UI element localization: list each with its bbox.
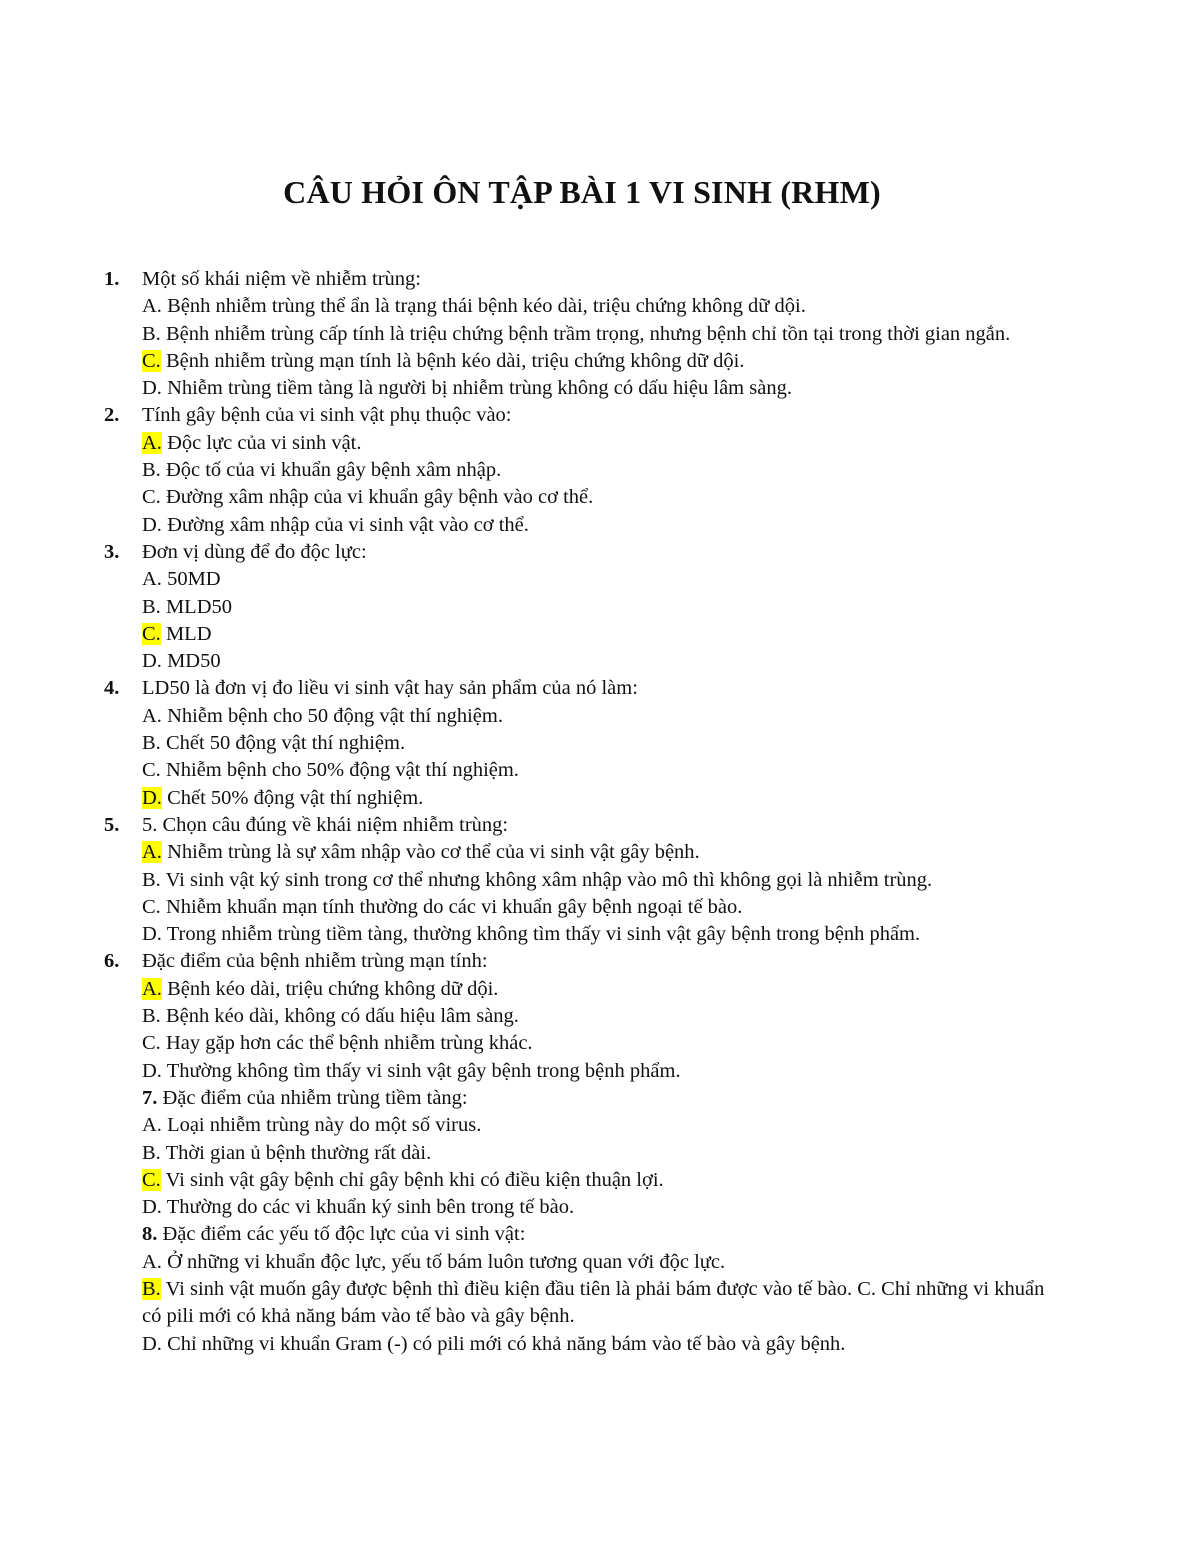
option-letter: A.	[142, 704, 162, 727]
option-text: Thường do các vi khuẩn ký sinh bên trong tế bào.	[161, 1196, 575, 1219]
question-5	[104, 812, 1054, 948]
answer-option-d	[142, 648, 1054, 675]
option-text: Bệnh kéo dài, triệu chứng không dữ dội.	[161, 977, 499, 1000]
answer-option-c	[142, 621, 1054, 648]
option-letter: A.	[142, 1250, 162, 1273]
option-text: Vi sinh vật muốn gây được bệnh thì điều kiện đầu tiên là phải bám được vào tế bào. C. Chỉ những vi khuẩn có pili mới có khả năng bám vào tế bào và gây bệnh.	[142, 1277, 1045, 1328]
option-letter: C.	[142, 1032, 161, 1055]
option-text: Nhiễm bệnh cho 50% động vật thí nghiệm.	[160, 759, 519, 782]
question-number: 1.	[104, 268, 120, 290]
answer-option-d	[142, 512, 1054, 539]
option-text: Vi sinh vật ký sinh trong cơ thể nhưng không xâm nhập vào mô thì không gọi là nhiễm trùng.	[160, 868, 933, 891]
question-number: 5.	[104, 813, 120, 836]
option-letter: A.	[142, 1114, 162, 1137]
question-8	[104, 1221, 1054, 1357]
question-7	[104, 1085, 1054, 1221]
answer-options	[104, 976, 1054, 1085]
answer-option-a	[142, 566, 1054, 593]
option-letter: A.	[142, 568, 162, 591]
answer-option-b	[142, 867, 1054, 894]
option-letter: B.	[142, 322, 161, 345]
answer-option-b	[142, 457, 1054, 484]
answer-option-a	[142, 703, 1054, 730]
option-letter: D.	[142, 1059, 162, 1082]
option-letter: B.	[142, 459, 161, 482]
option-text: Thường không tìm thấy vi sinh vật gây bệnh trong bệnh phẩm.	[161, 1059, 681, 1082]
answer-option-b	[142, 730, 1054, 757]
question-heading	[142, 1221, 1054, 1248]
option-letter: B.	[142, 732, 161, 755]
option-text: Bệnh nhiễm trùng mạn tính là bệnh kéo dài, triệu chứng không dữ dội.	[160, 349, 745, 372]
option-letter: B.	[142, 868, 161, 891]
answer-option-d	[142, 785, 1054, 812]
option-letter: D.	[142, 650, 162, 673]
option-text: Thời gian ủ bệnh thường rất dài.	[160, 1141, 432, 1164]
correct-answer-highlight: C.	[142, 622, 161, 645]
question-heading	[104, 812, 1054, 839]
option-text: Trong nhiễm trùng tiềm tàng, thường không tìm thấy vi sinh vật gây bệnh trong bệnh phẩm.	[161, 923, 921, 946]
option-text: MLD	[160, 622, 212, 645]
question-4	[104, 675, 1054, 811]
option-letter: D.	[142, 1196, 162, 1219]
answer-option-a	[142, 1112, 1054, 1139]
option-text: MLD50	[160, 595, 232, 618]
option-letter: C.	[142, 486, 161, 509]
question-text: Đặc điểm các yếu tố độc lực của vi sinh vật:	[157, 1223, 526, 1246]
answer-option-b	[142, 594, 1054, 621]
option-text: Nhiễm khuẩn mạn tính thường do các vi khuẩn gây bệnh ngoại tế bào.	[160, 895, 743, 918]
option-text: Bệnh kéo dài, không có dấu hiệu lâm sàng.	[160, 1005, 519, 1028]
question-number: 6.	[104, 950, 120, 973]
correct-answer-highlight: A.	[142, 841, 162, 864]
question-list	[104, 266, 1054, 1358]
answer-option-d	[142, 1331, 1054, 1358]
option-letter: C.	[142, 895, 161, 918]
answer-option-b	[142, 1140, 1054, 1167]
answer-option-c	[142, 757, 1054, 784]
question-1	[104, 266, 1054, 402]
option-text: Nhiễm trùng tiềm tàng là người bị nhiễm trùng không có dấu hiệu lâm sàng.	[161, 377, 792, 400]
option-text: MD50	[161, 650, 221, 673]
correct-answer-highlight: B.	[142, 1277, 161, 1300]
option-text: Bệnh nhiễm trùng thể ẩn là trạng thái bệnh kéo dài, triệu chứng không dữ dội.	[161, 295, 806, 318]
correct-answer-highlight: A.	[142, 431, 162, 454]
option-letter: B.	[142, 1141, 161, 1164]
question-number: 7.	[142, 1086, 158, 1109]
option-text: Đường xâm nhập của vi sinh vật vào cơ thể.	[161, 513, 529, 536]
answer-options	[104, 430, 1054, 539]
answer-option-a	[142, 430, 1054, 457]
option-letter: A.	[142, 295, 162, 318]
option-letter: D.	[142, 377, 162, 400]
answer-option-d	[142, 1058, 1054, 1085]
question-text: Đơn vị dùng để đo độc lực:	[142, 540, 367, 563]
option-text: Đường xâm nhập của vi khuẩn gây bệnh vào cơ thể.	[160, 486, 594, 509]
option-letter: D.	[142, 1332, 162, 1355]
answer-option-c	[142, 1167, 1054, 1194]
option-text: 50MD	[161, 568, 221, 591]
answer-option-a	[142, 839, 1054, 866]
question-heading	[104, 539, 1054, 566]
answer-option-b	[142, 1276, 1054, 1331]
answer-options	[104, 703, 1054, 812]
option-text: Nhiễm bệnh cho 50 động vật thí nghiệm.	[161, 704, 503, 727]
option-text: Chết 50 động vật thí nghiệm.	[160, 732, 406, 755]
option-text: Bệnh nhiễm trùng cấp tính là triệu chứng bệnh trầm trọng, nhưng bệnh chỉ tồn tại trong thời gian ngắn.	[160, 322, 1011, 345]
question-text: Tính gây bệnh của vi sinh vật phụ thuộc vào:	[142, 404, 512, 427]
question-heading	[104, 402, 1054, 429]
question-text: Một số khái niệm về nhiễm trùng:	[142, 268, 421, 290]
answer-options	[104, 839, 1054, 948]
option-text: Loại nhiễm trùng này do một số virus.	[161, 1114, 482, 1137]
question-number: 4.	[104, 677, 120, 700]
answer-option-b	[142, 1003, 1054, 1030]
answer-option-d	[142, 921, 1054, 948]
option-letter: B.	[142, 1005, 161, 1028]
answer-option-d	[142, 1194, 1054, 1221]
answer-option-d	[142, 375, 1054, 402]
option-letter: D.	[142, 923, 162, 946]
answer-option-a	[142, 293, 1054, 320]
question-heading	[142, 1085, 1054, 1112]
question-text: LD50 là đơn vị đo liều vi sinh vật hay sản phẩm của nó làm:	[142, 677, 638, 700]
option-text: Chết 50% động vật thí nghiệm.	[161, 786, 424, 809]
answer-option-c	[142, 348, 1054, 375]
answer-option-c	[142, 1030, 1054, 1057]
correct-answer-highlight: A.	[142, 977, 162, 1000]
question-3	[104, 539, 1054, 675]
answer-options	[104, 566, 1054, 675]
question-text: Đặc điểm của bệnh nhiễm trùng mạn tính:	[142, 950, 488, 973]
correct-answer-highlight: C.	[142, 1168, 161, 1191]
question-number: 3.	[104, 540, 120, 563]
question-number: 8.	[142, 1223, 158, 1246]
question-text: 5. Chọn câu đúng về khái niệm nhiễm trùng:	[142, 813, 509, 836]
option-text: Nhiễm trùng là sự xâm nhập vào cơ thể của vi sinh vật gây bệnh.	[161, 841, 700, 864]
option-text: Chỉ những vi khuẩn Gram (-) có pili mới có khả năng bám vào tế bào và gây bệnh.	[161, 1332, 846, 1355]
option-text: Vi sinh vật gây bệnh chỉ gây bệnh khi có điều kiện thuận lợi.	[160, 1168, 664, 1191]
option-letter: D.	[142, 513, 162, 536]
option-letter: B.	[142, 595, 161, 618]
option-text: Độc lực của vi sinh vật.	[161, 431, 362, 454]
page-title: CÂU HỎI ÔN TẬP BÀI 1 VI SINH (RHM)	[283, 174, 881, 210]
question-6	[104, 948, 1054, 1084]
option-text: Độc tố của vi khuẩn gây bệnh xâm nhập.	[160, 459, 502, 482]
question-number: 2.	[104, 404, 120, 427]
option-text: Ở những vi khuẩn độc lực, yếu tố bám luôn tương quan với độc lực.	[161, 1250, 726, 1273]
correct-answer-highlight: D.	[142, 786, 162, 809]
answer-options	[104, 293, 1054, 402]
answer-option-b	[142, 321, 1054, 348]
option-text: Hay gặp hơn các thể bệnh nhiễm trùng khác.	[160, 1032, 533, 1055]
question-heading	[104, 675, 1054, 702]
question-heading	[104, 266, 1054, 293]
question-heading	[104, 948, 1054, 975]
answer-option-a	[142, 1249, 1054, 1276]
question-2	[104, 402, 1054, 538]
correct-answer-highlight: C.	[142, 349, 161, 372]
option-letter: C.	[142, 759, 161, 782]
answer-option-c	[142, 484, 1054, 511]
question-text: Đặc điểm của nhiễm trùng tiềm tàng:	[157, 1086, 468, 1109]
answer-option-a	[142, 976, 1054, 1003]
answer-option-c	[142, 894, 1054, 921]
